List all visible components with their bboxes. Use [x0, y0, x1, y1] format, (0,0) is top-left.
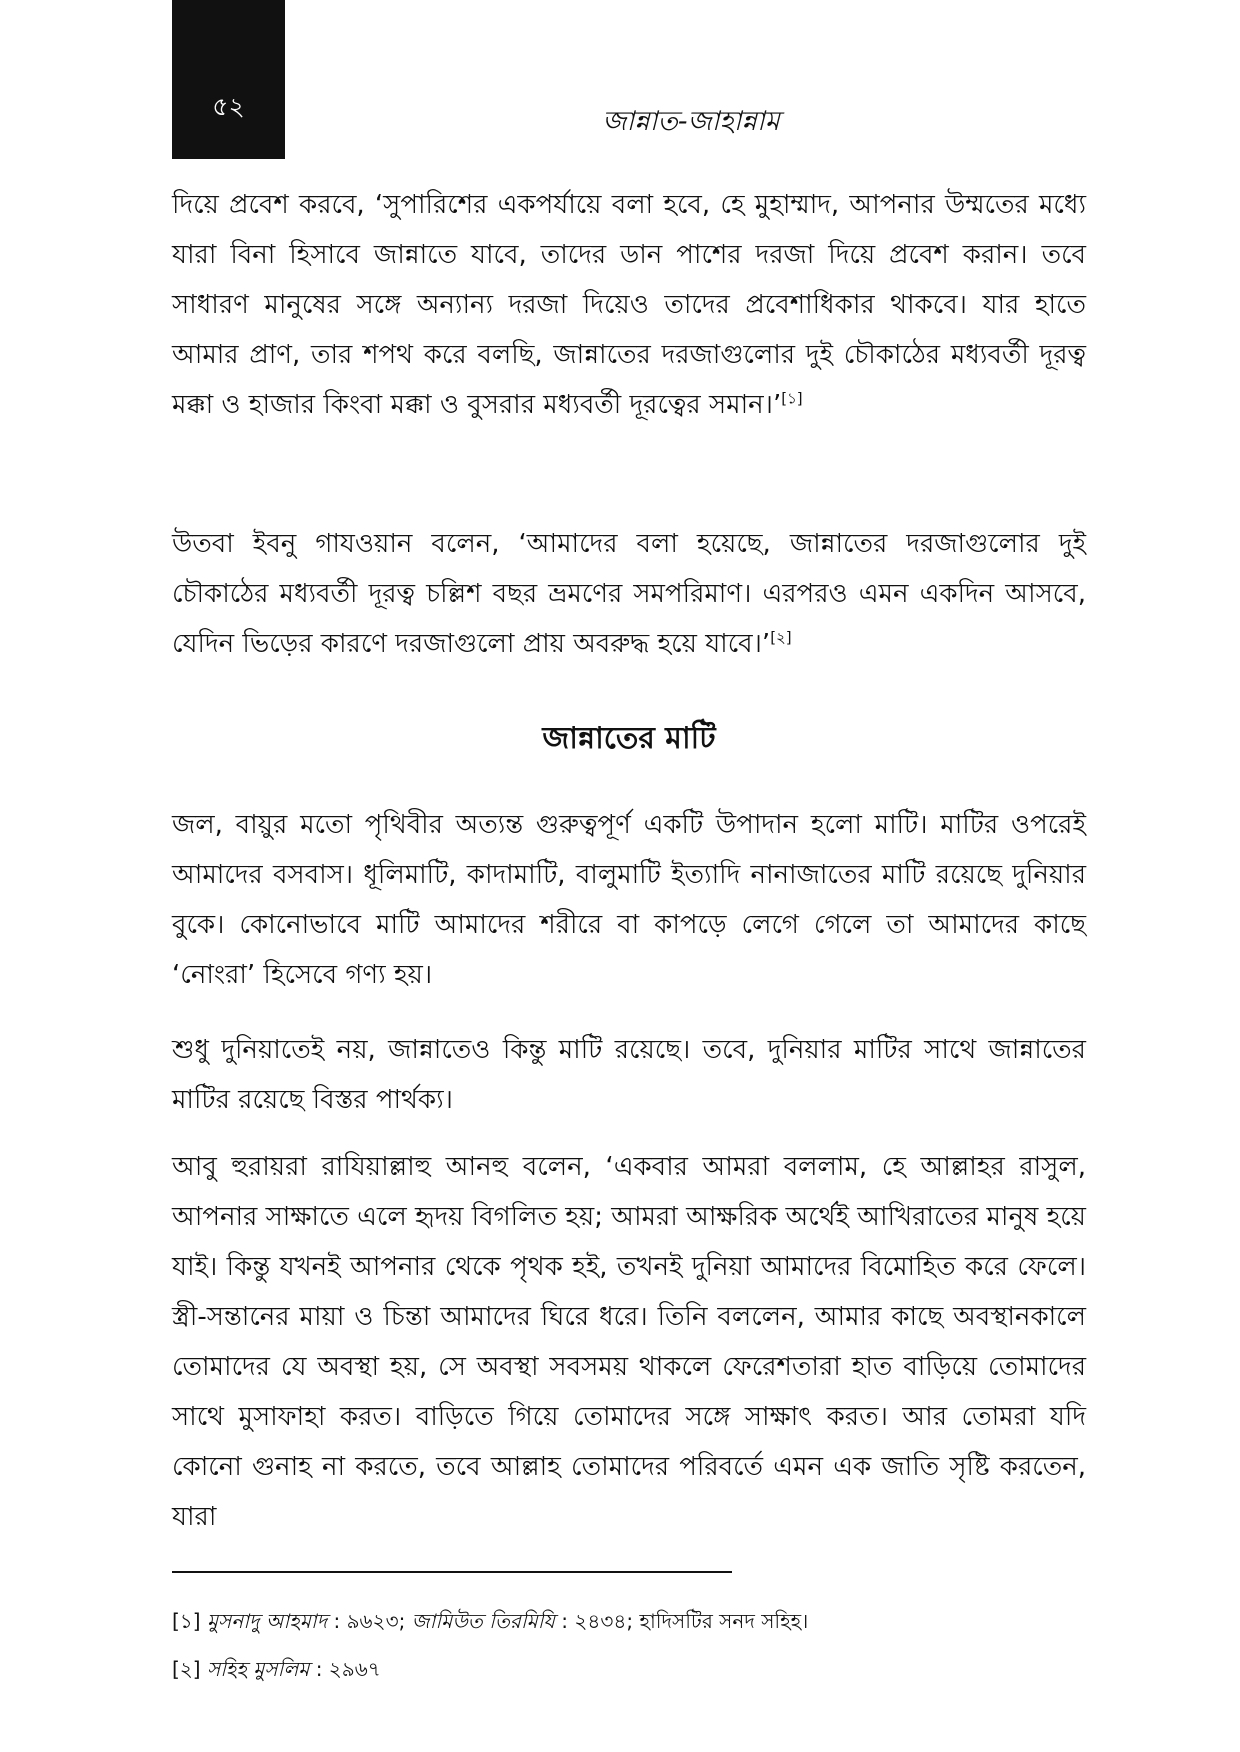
footnote-divider [172, 1571, 732, 1573]
footnote-marker: [১] [172, 1609, 201, 1633]
footnote-2 [172, 1653, 1086, 1685]
section-paragraph-2: শুধু দুনিয়াতেই নয়, জান্নাতেও কিন্তু মাটি রয়েছে। তবে, দুনিয়ার মাটির সাথে জান্নাতের মাটির রয়েছে বিস্তর পার্থক্য। [172, 1035, 1086, 1115]
page-number-tab [172, 0, 285, 159]
section-paragraph-1: জল, বায়ুর মতো পৃথিবীর অত্যন্ত গুরুত্বপূর্ণ একটি উপাদান হলো মাটি। মাটির ওপরেই আমাদের বসবাস। ধূলিমাটি, কাদামাটি, বালুমাটি ইত্যাদি নানাজাতের মাটি রয়েছে দুনিয়ার বুকে। কোনোভাবে মাটি আমাদের শরীরে বা কাপড়ে লেগে গেলে তা আমাদের কাছে ‘নোংরা’ হিসেবে গণ্য হয়। [172, 810, 1086, 990]
paragraph-text: দিয়ে প্রবেশ করবে, ‘সুপারিশের একপর্যায়ে বলা হবে, হে মুহাম্মাদ, আপনার উম্মতের মধ্যে যারা বিনা হিসাবে জান্নাতে যাবে, তাদের ডান পাশের দরজা দিয়ে প্রবেশ করান। তবে সাধারণ মানুষের সঙ্গে অন্যান্য দরজা দিয়েও তাদের প্রবেশাধিকার থাকবে। যার হাতে আমার প্রাণ, তার শপথ করে বলছি, জান্নাতের দরজাগুলোর দুই চৌকাঠের মধ্যবর্তী দূরত্ব মক্কা ও হাজার কিংবা মক্কা ও বুসরার মধ্যবর্তী দূরত্বের সমান।’ [172, 190, 1086, 420]
running-title: জান্নাত-জাহান্নাম [602, 106, 780, 137]
footnote-ref-2: [২] [770, 628, 792, 647]
footnote-reference: : ৯৬২৩; [327, 1609, 412, 1633]
footnote-source: মুসনাদু আহমাদ [206, 1609, 328, 1633]
footnote-marker: [২] [172, 1657, 201, 1681]
section-heading: জান্নাতের মাটি [542, 721, 716, 756]
footnote-reference: : ২৪৩৪; হাদিসটির সনদ সহিহ। [554, 1609, 809, 1633]
footnote-1 [172, 1605, 1086, 1637]
paragraph-1 [172, 180, 1086, 430]
footnote-source: সহিহ মুসলিম [206, 1657, 310, 1681]
paragraph-text: উতবা ইবনু গাযওয়ান বলেন, ‘আমাদের বলা হয়েছে, জান্নাতের দরজাগুলোর দুই চৌকাঠের মধ্যবর্তী দূরত্ব চল্লিশ বছর ভ্রমণের সমপরিমাণ। এরপরও এমন একদিন আসবে, যেদিন ভিড়ের কারণে দরজাগুলো প্রায় অবরুদ্ধ হয়ে যাবে।’ [172, 529, 1086, 659]
paragraph-2 [172, 519, 1086, 669]
footnote-source: জামিউত তিরমিযি [411, 1609, 555, 1633]
section-paragraph-3: আবু হুরায়রা রাযিয়াল্লাহু আনহু বলেন, ‘একবার আমরা বললাম, হে আল্লাহর রাসুল, আপনার সাক্ষাতে এলে হৃদয় বিগলিত হয়; আমরা আক্ষরিক অর্থেই আখিরাতের মানুষ হয়ে যাই। কিন্তু যখনই আপনার থেকে পৃথক হই, তখনই দুনিয়া আমাদের বিমোহিত করে ফেলে। স্ত্রী-সন্তানের মায়া ও চিন্তা আমাদের ঘিরে ধরে। তিনি বললেন, আমার কাছে অবস্থানকালে তোমাদের যে অবস্থা হয়, সে অবস্থা সবসময় থাকলে ফেরেশতারা হাত বাড়িয়ে তোমাদের সাথে মুসাফাহা করত। বাড়িতে গিয়ে তোমাদের সঙ্গে সাক্ষাৎ করত। আর তোমরা যদি কোনো গুনাহ না করতে, তবে আল্লাহ তোমাদের পরিবর্তে এমন এক জাতি সৃষ্টি করতেন, যারা [172, 1152, 1086, 1532]
footnote-reference: : ২৯৬৭ [309, 1657, 381, 1681]
page-number: ৫২ [212, 92, 245, 121]
footnote-ref-1: [১] [781, 389, 803, 408]
